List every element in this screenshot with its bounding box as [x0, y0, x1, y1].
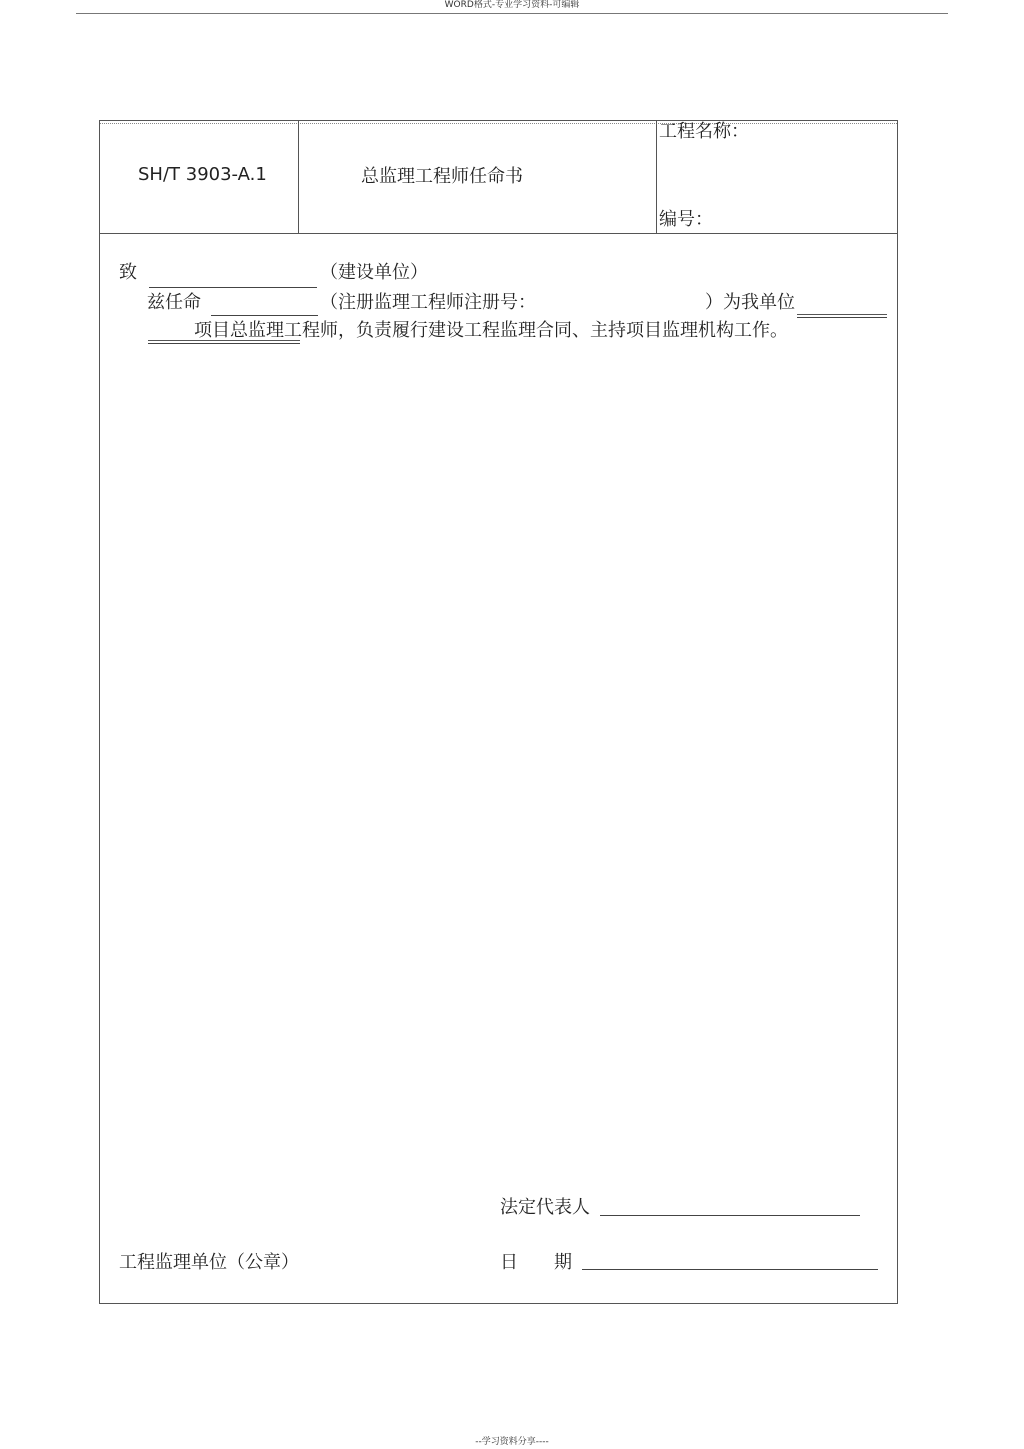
project-blank-line-2	[148, 343, 300, 344]
form-title: 总监理工程师任命书	[361, 166, 523, 187]
client-label: （建设单位）	[320, 262, 428, 283]
appoint-label: 兹任命	[147, 292, 201, 313]
header-rule	[76, 13, 948, 14]
project-blank-line[interactable]	[148, 340, 300, 341]
appointment-form	[99, 120, 898, 1304]
date-blank-line[interactable]	[582, 1269, 878, 1270]
appointee-blank-line[interactable]	[211, 315, 318, 316]
client-blank-line[interactable]	[149, 287, 317, 288]
header-row-bottom-rule	[100, 233, 897, 234]
page-header: WORD格式-专业学习资料-可编辑	[444, 0, 580, 10]
to-label: 致	[119, 262, 137, 283]
legal-rep-blank-line[interactable]	[600, 1215, 860, 1216]
unit-blank-line-2	[797, 317, 887, 318]
project-name-label: 工程名称：	[659, 121, 749, 142]
date-label: 日 期	[500, 1252, 572, 1273]
unit-blank-line[interactable]	[797, 314, 887, 315]
our-unit-label: ）为我单位	[705, 292, 795, 313]
supervisor-unit-label: 工程监理单位（公章）	[119, 1252, 299, 1273]
legal-rep-label: 法定代表人	[500, 1197, 590, 1218]
duty-text: 项目总监理工程师，负责履行建设工程监理合同、主持项目监理机构工作。	[194, 320, 788, 341]
form-top-dotted-rule	[100, 123, 897, 124]
number-label: 编号：	[659, 209, 713, 230]
header-divider-2	[656, 121, 657, 234]
header-divider-1	[298, 121, 299, 234]
registration-label: （注册监理工程师注册号：	[320, 292, 536, 313]
page-footer: --学习资料分享----	[475, 1437, 549, 1447]
form-code: SH/T 3903-A.1	[138, 164, 267, 185]
